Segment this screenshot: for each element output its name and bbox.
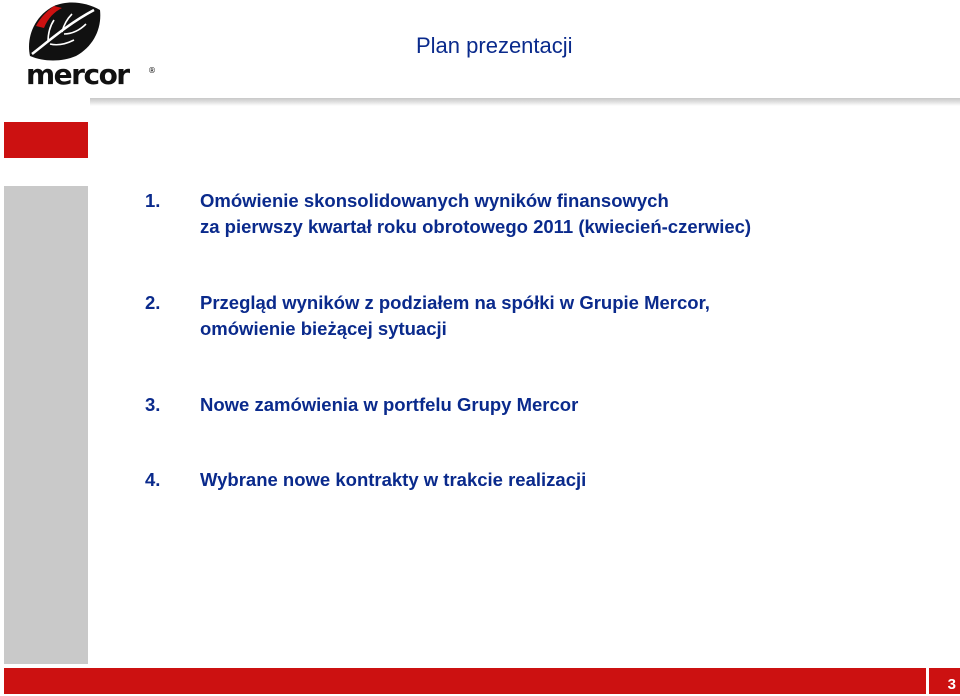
agenda-item-number: 4. bbox=[145, 469, 161, 490]
leaf-logo-icon bbox=[24, 2, 104, 64]
logo-wordmark: mercor bbox=[26, 58, 129, 91]
agenda-item-text: za pierwszy kwartał roku obrotowego 2011 (kwiecień-czerwiec) bbox=[200, 216, 752, 237]
agenda-item-text: Nowe zamówienia w portfelu Grupy Mercor bbox=[200, 394, 579, 415]
registered-mark: ® bbox=[148, 66, 156, 75]
agenda-item-number: 1. bbox=[145, 190, 161, 211]
page-number-box bbox=[929, 668, 960, 694]
agenda-item-number: 2. bbox=[145, 292, 161, 313]
left-sidebar-bar bbox=[4, 186, 88, 664]
red-accent-block bbox=[4, 122, 88, 158]
header-divider bbox=[90, 98, 960, 106]
footer-bar bbox=[4, 668, 926, 694]
agenda-item-text: Omówienie skonsolidowanych wyników finansowych bbox=[200, 190, 669, 211]
agenda-item-text: omówienie bieżącej sytuacji bbox=[200, 318, 447, 339]
mercor-logo bbox=[24, 2, 158, 94]
agenda-item-number: 3. bbox=[145, 394, 161, 415]
page-number: 3 bbox=[947, 676, 956, 693]
page-title: Plan prezentacji bbox=[416, 33, 573, 58]
agenda-item-text: Wybrane nowe kontrakty w trakcie realizacji bbox=[200, 469, 587, 490]
agenda-item-text: Przegląd wyników z podziałem na spółki w Grupie Mercor, bbox=[200, 292, 710, 313]
